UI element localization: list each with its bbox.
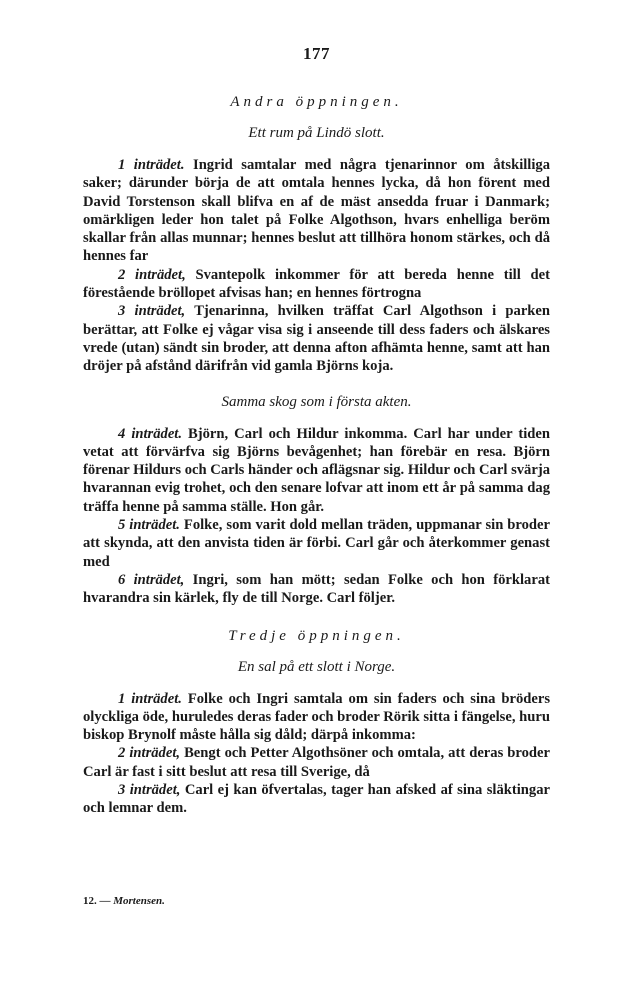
entry-paragraph bbox=[83, 425, 550, 516]
entry-text: Ingri, som han mött; sedan Folke och hon förklarat hvarandra sin kärlek, fly de till Norge. Carl följer. bbox=[83, 571, 550, 607]
scene-body bbox=[83, 425, 550, 608]
signature-author: Mortensen. bbox=[113, 895, 165, 907]
entry-lead: 5 inträdet. bbox=[118, 517, 180, 534]
section-heading: Andra öppningen. bbox=[230, 94, 403, 110]
signature-mark bbox=[83, 895, 165, 907]
entry-paragraph bbox=[83, 516, 550, 571]
entry-lead: 3 inträdet, bbox=[118, 782, 181, 799]
entry-paragraph bbox=[83, 744, 550, 781]
entry-lead: 4 inträdet. bbox=[118, 425, 182, 442]
scene-heading: En sal på ett slott i Norge. bbox=[237, 658, 396, 675]
signature-number: 12. — bbox=[83, 895, 111, 907]
scene-body bbox=[83, 690, 550, 818]
entry-paragraph bbox=[83, 781, 550, 818]
entry-text: Folke och Ingri samtala om sin faders och sina bröders olyckliga öde, huruledes deras fader och broder Rörik sitta i fängelse, huru biskop Brynolf måste hålla sig dåld; därpå inkomma: bbox=[83, 690, 551, 744]
entry-lead: 6 inträdet, bbox=[118, 571, 185, 588]
entry-lead: 3 inträdet, bbox=[118, 303, 186, 320]
entry-text: Ingrid samtalar med några tjenarinnor om åtskilliga saker; därunder börja de att omtala hennes lycka, då hon förent med David Torstenson skall blifva en af de mäst ansedda fruar i Danmark; omärkligen leder hon talet på Folke Algothson, hvars enhelliga beröm skallar från allas munnar; hennes beslut att tillhöra honom stärkes, och då hennes far bbox=[83, 157, 551, 265]
scene-heading: Samma skog som i första akten. bbox=[221, 393, 412, 410]
entry-text: Tjenarinna, hvilken träffat Carl Algothson i parken berättar, att Folke ej vågar visa sig i anseende till dess faders och älskares vrede (utan) sändt sin broder, att denna afton afhämta henne, samt att han dröjer på afstånd därifrån vid gamla Björns koja. bbox=[83, 303, 551, 375]
entry-lead: 1 inträdet. bbox=[118, 157, 185, 173]
entry-lead: 2 inträdet, bbox=[118, 745, 181, 762]
entry-text: Björn, Carl och Hildur inkomma. Carl har under tiden vetat att förvärfva sig Björns bevågenhet; han förebär en resa. Björn förenar Hildurs och Carls händer och aflägsnar sig. Hildur och Carl svärja hvarannan evig trohet, och den senare lofvar att inom ett år på samma dag träffa henne på samma ställe. Hon går. bbox=[83, 425, 550, 515]
document-page bbox=[83, 44, 550, 818]
entry-paragraph bbox=[83, 571, 550, 608]
entry-paragraph bbox=[83, 156, 550, 266]
scene-heading: Ett rum på Lindö slott. bbox=[248, 125, 385, 141]
entry-lead: 1 inträdet. bbox=[118, 690, 182, 707]
entry-paragraph bbox=[83, 690, 550, 745]
scene-body bbox=[83, 156, 550, 376]
entry-text: Svantepolk inkommer för att bereda henne till det förestående bröllopet afvisas han; en hennes förtrogna bbox=[83, 266, 550, 302]
entry-lead: 2 inträdet, bbox=[118, 266, 186, 283]
page-number: 177 bbox=[303, 44, 330, 63]
entry-paragraph bbox=[83, 302, 550, 375]
entry-text: Folke, som varit dold mellan träden, uppmanar sin broder att skynda, att den anvista tiden är förbi. Carl går och återkommer genast med bbox=[83, 517, 550, 570]
entry-text: Carl ej kan öfvertalas, tager han afsked af sina släktingar och lemnar dem. bbox=[83, 782, 550, 817]
entry-paragraph bbox=[83, 266, 550, 303]
entry-text: Bengt och Petter Algothsöner och omtala, att deras broder Carl är fast i sitt beslut att resa till Sverige, då bbox=[83, 745, 551, 780]
section-heading: Tredje öppningen. bbox=[228, 627, 405, 644]
